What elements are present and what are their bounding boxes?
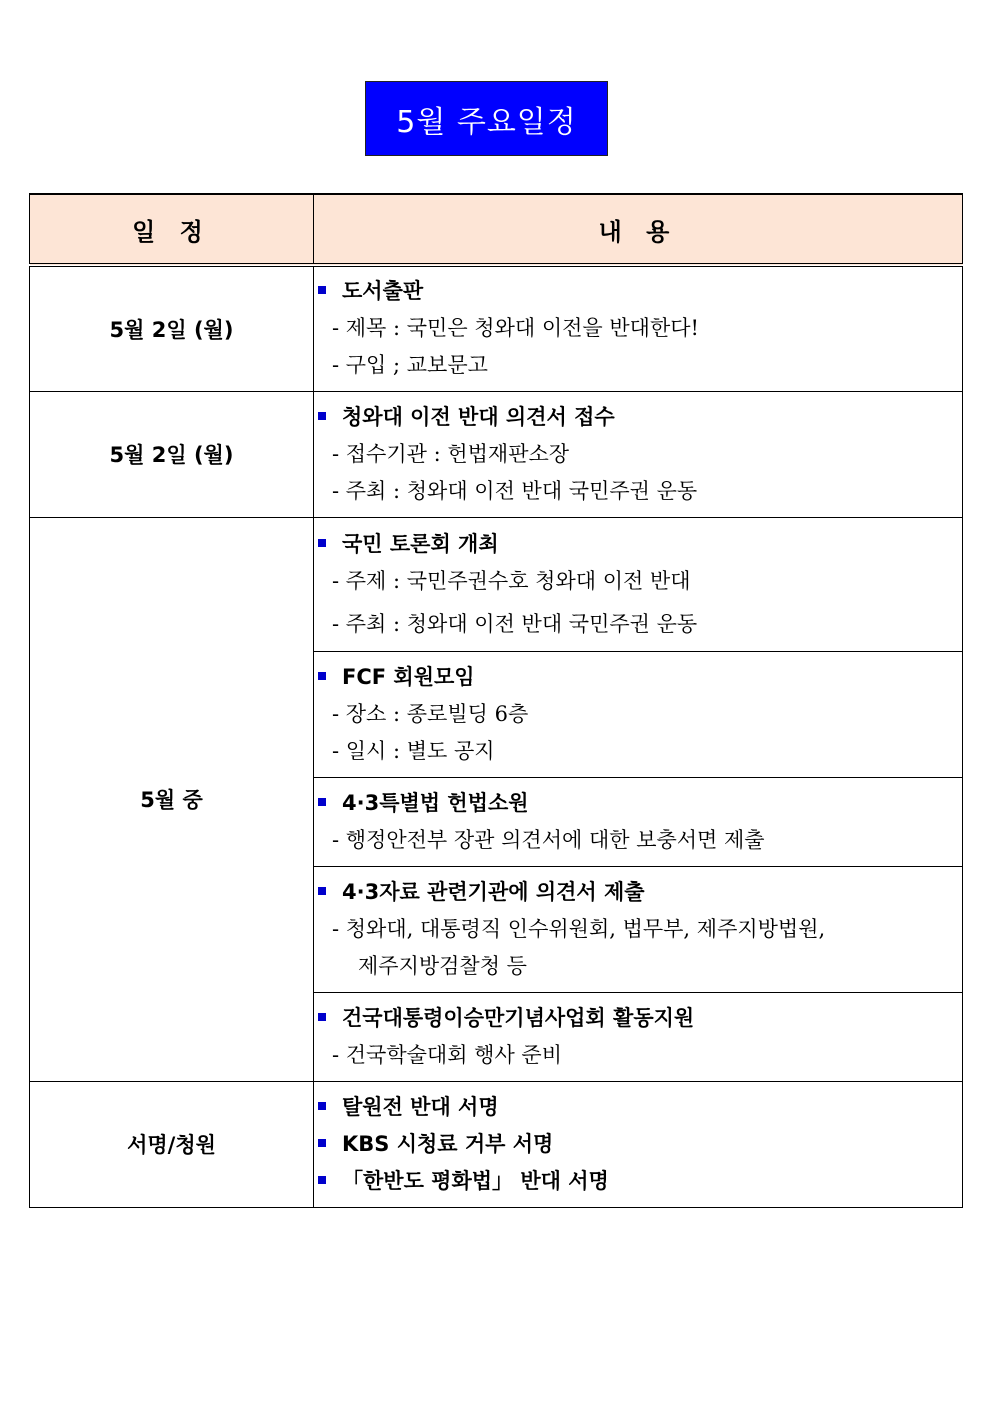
row-content (314, 391, 963, 517)
row-content (314, 517, 963, 651)
item-heading: 「한반도 평화법」 반대 서명 (314, 1163, 962, 1200)
item-heading: KBS 시청료 거부 서명 (314, 1126, 962, 1163)
square-bullet-icon (318, 286, 326, 294)
row-content (314, 992, 963, 1081)
header-date: 일 정 (30, 194, 314, 265)
row-date: 서명/청원 (30, 1081, 314, 1207)
square-bullet-icon (318, 887, 326, 895)
item-heading: 건국대통령이승만기념사업회 활동지원 (314, 1000, 962, 1037)
item-detail: - 구입 ; 교보문고 (332, 353, 488, 378)
square-bullet-icon (318, 1139, 326, 1147)
square-bullet-icon (318, 1013, 326, 1021)
schedule-table (29, 193, 963, 1208)
item-detail: - 건국학술대회 행사 준비 (332, 1042, 562, 1067)
item-detail: - 장소 : 종로빌딩 6층 (332, 701, 529, 726)
page-title: 5월 주요일정 (365, 81, 608, 156)
item-heading: 청와대 이전 반대 의견서 접수 (314, 399, 962, 436)
item-detail: - 접수기관 : 헌법재판소장 (332, 441, 570, 466)
item-detail: - 주제 : 국민주권수호 청와대 이전 반대 (332, 568, 691, 593)
table-header-row (30, 194, 963, 265)
row-date: 5월 2일 (월) (30, 265, 314, 391)
table-row (30, 1081, 963, 1207)
item-detail: - 주최 : 청와대 이전 반대 국민주권 운동 (332, 478, 698, 503)
item-heading: 국민 토론회 개최 (314, 526, 962, 563)
item-detail: - 일시 : 별도 공지 (332, 738, 495, 763)
item-heading: 4·3자료 관련기관에 의견서 제출 (314, 874, 962, 911)
item-detail-continuation: 제주지방검찰청 등 (358, 953, 527, 978)
item-detail: - 청와대, 대통령직 인수위원회, 법무부, 제주지방법원, (332, 916, 826, 941)
row-content (314, 777, 963, 866)
square-bullet-icon (318, 412, 326, 420)
item-heading: 도서출판 (314, 273, 962, 310)
row-content (314, 651, 963, 777)
table-row (30, 391, 963, 517)
square-bullet-icon (318, 1176, 326, 1184)
row-date: 5월 2일 (월) (30, 391, 314, 517)
item-heading: FCF 회원모임 (314, 659, 962, 696)
square-bullet-icon (318, 1102, 326, 1110)
item-detail: - 주최 : 청와대 이전 반대 국민주권 운동 (332, 611, 698, 636)
item-heading: 탈원전 반대 서명 (314, 1089, 962, 1126)
item-detail: - 행정안전부 장관 의견서에 대한 보충서면 제출 (332, 827, 765, 852)
row-content (314, 866, 963, 992)
table-row (30, 517, 963, 651)
item-detail: - 제목 : 국민은 청와대 이전을 반대한다! (332, 316, 699, 341)
row-content (314, 1081, 963, 1207)
row-content (314, 265, 963, 391)
item-heading: 4·3특별법 헌법소원 (314, 785, 962, 822)
square-bullet-icon (318, 672, 326, 680)
row-date: 5월 중 (30, 517, 314, 1081)
square-bullet-icon (318, 539, 326, 547)
table-row (30, 265, 963, 391)
header-content: 내 용 (314, 194, 963, 265)
square-bullet-icon (318, 798, 326, 806)
